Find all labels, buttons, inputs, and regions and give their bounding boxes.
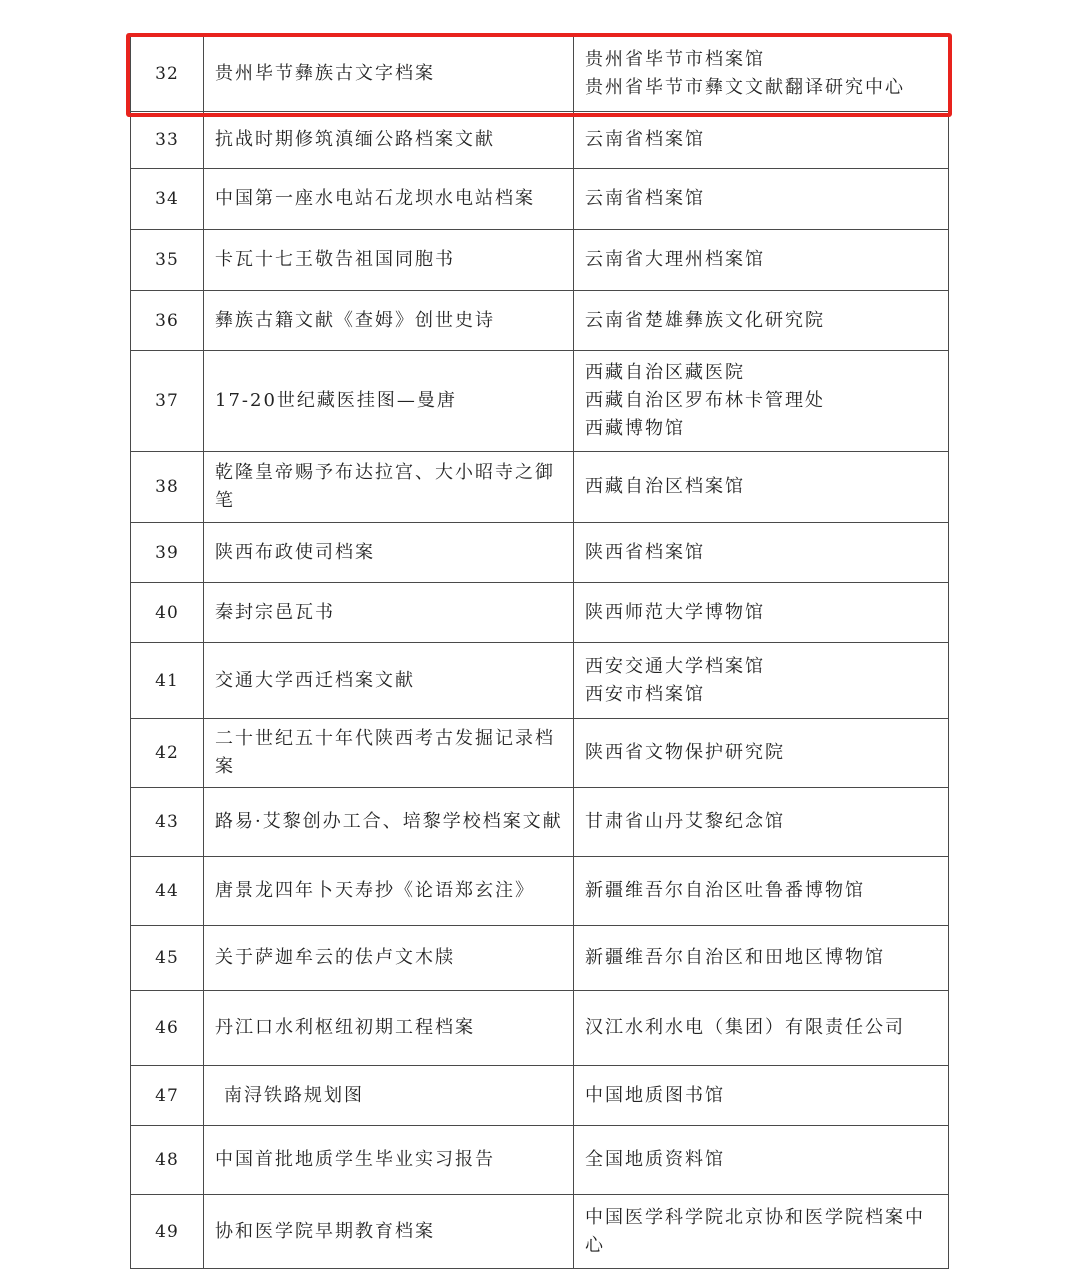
archive-name: 路易·艾黎创办工合、培黎学校档案文献 <box>204 788 574 857</box>
row-number: 41 <box>131 643 204 719</box>
row-number: 40 <box>131 583 204 643</box>
row-number: 47 <box>131 1066 204 1126</box>
unit-line: 云南省档案馆 <box>585 188 705 209</box>
unit-line: 云南省大理州档案馆 <box>585 249 765 270</box>
application-unit <box>574 643 949 719</box>
archive-name: 彝族古籍文献《查姆》创世史诗 <box>204 291 574 351</box>
table-row <box>131 926 949 991</box>
archive-name: 关于萨迦牟云的佉卢文木牍 <box>204 926 574 991</box>
table-row <box>131 991 949 1066</box>
application-unit <box>574 452 949 523</box>
table-row <box>131 112 949 169</box>
unit-line: 甘肃省山丹艾黎纪念馆 <box>585 811 785 832</box>
application-unit <box>574 1195 949 1269</box>
row-number: 45 <box>131 926 204 991</box>
archive-name: 丹江口水利枢纽初期工程档案 <box>204 991 574 1066</box>
row-number: 34 <box>131 169 204 230</box>
table-row <box>131 857 949 926</box>
archive-name: 协和医学院早期教育档案 <box>204 1195 574 1269</box>
row-number: 33 <box>131 112 204 169</box>
unit-line: 西安市档案馆 <box>585 683 705 705</box>
application-unit <box>574 36 949 112</box>
row-number: 48 <box>131 1126 204 1195</box>
unit-line: 中国地质图书馆 <box>585 1084 725 1106</box>
table-row <box>131 583 949 643</box>
application-unit <box>574 112 949 169</box>
application-unit <box>574 583 949 643</box>
application-unit <box>574 169 949 230</box>
archive-list-table <box>130 35 949 1269</box>
unit-line: 陕西省文物保护研究院 <box>585 742 785 763</box>
table-row <box>131 36 949 112</box>
unit-line: 中国医学科学院北京协和医学院档案中心 <box>585 1206 925 1256</box>
row-number: 43 <box>131 788 204 857</box>
archive-name: 抗战时期修筑滇缅公路档案文献 <box>204 112 574 169</box>
application-unit <box>574 857 949 926</box>
archive-name: 二十世纪五十年代陕西考古发掘记录档案 <box>204 719 574 788</box>
table-body <box>131 36 949 1269</box>
table-row <box>131 1066 949 1126</box>
table-row <box>131 452 949 523</box>
row-number: 37 <box>131 351 204 452</box>
unit-line: 云南省楚雄彝族文化研究院 <box>585 309 825 331</box>
archive-name: 交通大学西迁档案文献 <box>204 643 574 719</box>
table-row <box>131 351 949 452</box>
archive-name: 秦封宗邑瓦书 <box>204 583 574 643</box>
archive-name: 中国首批地质学生毕业实习报告 <box>204 1126 574 1195</box>
row-number: 39 <box>131 523 204 583</box>
table-row <box>131 719 949 788</box>
unit-line: 陕西省档案馆 <box>585 541 705 563</box>
table-row <box>131 643 949 719</box>
unit-line: 云南省档案馆 <box>585 129 705 150</box>
row-number: 35 <box>131 230 204 291</box>
table-row <box>131 1195 949 1269</box>
application-unit <box>574 991 949 1066</box>
row-number: 36 <box>131 291 204 351</box>
unit-line: 全国地质资料馆 <box>585 1149 725 1170</box>
unit-line: 陕西师范大学博物馆 <box>585 601 765 623</box>
unit-line: 新疆维吾尔自治区和田地区博物馆 <box>585 947 885 968</box>
archive-name: 陕西布政使司档案 <box>204 523 574 583</box>
unit-line: 西藏博物馆 <box>585 418 685 439</box>
archive-name: 17-20世纪藏医挂图—曼唐 <box>204 351 574 452</box>
archive-name: 卡瓦十七王敬告祖国同胞书 <box>204 230 574 291</box>
application-unit <box>574 788 949 857</box>
unit-line: 新疆维吾尔自治区吐鲁番博物馆 <box>585 880 865 901</box>
unit-line: 西安交通大学档案馆 <box>585 655 765 677</box>
archive-name: 南浔铁路规划图 <box>204 1066 574 1126</box>
archive-name: 唐景龙四年卜天寿抄《论语郑玄注》 <box>204 857 574 926</box>
application-unit <box>574 291 949 351</box>
table-row <box>131 1126 949 1195</box>
application-unit <box>574 351 949 452</box>
unit-line: 西藏自治区藏医院 <box>585 362 745 383</box>
table-row <box>131 230 949 291</box>
row-number: 32 <box>131 36 204 112</box>
row-number: 49 <box>131 1195 204 1269</box>
archive-name: 贵州毕节彝族古文字档案 <box>204 36 574 112</box>
archive-name: 中国第一座水电站石龙坝水电站档案 <box>204 169 574 230</box>
row-number: 38 <box>131 452 204 523</box>
table-row <box>131 169 949 230</box>
application-unit <box>574 230 949 291</box>
unit-line: 贵州省毕节市档案馆 <box>585 48 765 70</box>
row-number: 46 <box>131 991 204 1066</box>
application-unit <box>574 1066 949 1126</box>
table-row <box>131 523 949 583</box>
unit-line: 西藏自治区罗布林卡管理处 <box>585 390 825 411</box>
application-unit <box>574 1126 949 1195</box>
unit-line: 贵州省毕节市彝文文献翻译研究中心 <box>585 76 905 98</box>
application-unit <box>574 523 949 583</box>
application-unit <box>574 926 949 991</box>
application-unit <box>574 719 949 788</box>
row-number: 42 <box>131 719 204 788</box>
row-number: 44 <box>131 857 204 926</box>
archive-name: 乾隆皇帝赐予布达拉宫、大小昭寺之御笔 <box>204 452 574 523</box>
table-row <box>131 291 949 351</box>
unit-line: 西藏自治区档案馆 <box>585 476 745 497</box>
table-row <box>131 788 949 857</box>
unit-line: 汉江水利水电（集团）有限责任公司 <box>585 1017 905 1038</box>
